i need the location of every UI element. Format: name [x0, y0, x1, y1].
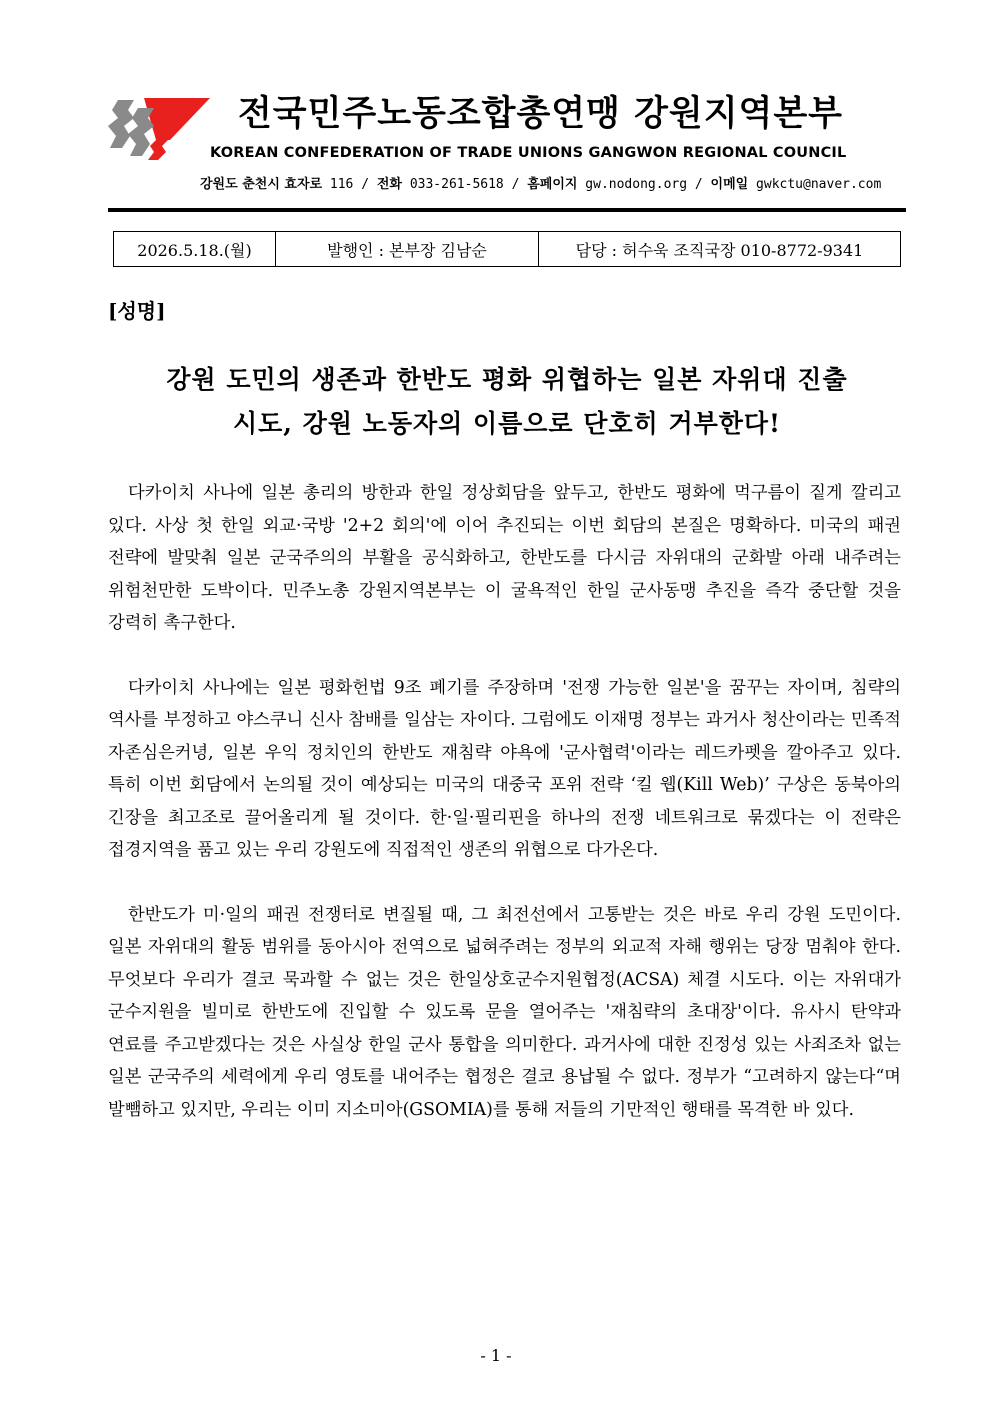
org-contact-line: 강원도 춘천시 효자로 116 / 전화 033-261-5618 / 홈페이지 gw.nodong.org / 이메일 gwkctu@naver.com [200, 177, 882, 192]
org-name-english: KOREAN CONFEDERATION OF TRADE UNIONS GANGWON REGIONAL COUNCIL [210, 145, 847, 161]
address-label: 강원도 춘천시 효자로 [200, 177, 323, 192]
email-label: 이메일 [710, 177, 749, 192]
issue-info-table [113, 231, 901, 267]
body-paragraph-3: 한반도가 미·일의 패권 전쟁터로 변질될 때, 그 최전선에서 고통받는 것은 바로 우리 강원 도민이다. 일본 자위대의 활동 범위를 동아시아 전역으로 넓혀주려는 정부의 외교적 자해 행위는 당장 멈춰야 한다. 무엇보다 우리가 결코 묵과할 수 없는 것은 한일상호군수지원협정(ACSA) 체결 시도다. 이는 자위대가 군수지원을 빌미로 한반도에 진입할 수 있도록 문을 열어주는 '재침략의 초대장'이다. 유사시 탄약과 연료를 주고받겠다는 것은 사실상 한일 군사 통합을 의미한다. 과거사에 대한 진정성 있는 사죄조차 없는 일본 군국주의 세력에게 우리 영토를 내어주는 협정은 결코 용납될 수 없다. 정부가 “고려하지 않는다“며 발뺌하고 있지만, 우리는 이미 지소미아(GSOMIA)를 통해 저들의 기만적인 행태를 목격한 바 있다. [108, 904, 901, 1120]
header-divider [108, 208, 906, 212]
statement-headline [108, 358, 906, 446]
org-name: 전국민주노동조합총연맹 강원지역본부 [238, 94, 843, 134]
headline-line-1: 강원 도민의 생존과 한반도 평화 위협하는 일본 자위대 진출 [166, 365, 848, 394]
logo-red-ribbon [144, 98, 210, 140]
homepage-label: 홈페이지 [527, 177, 578, 192]
body-paragraph-2: 다카이치 사나에는 일본 평화헌법 9조 폐기를 주장하며 '전쟁 가능한 일본'을 꿈꾸는 자이며, 침략의 역사를 부정하고 야스쿠니 신사 참배를 일삼는 자이다. 그럼에도 이재명 정부는 과거사 청산이라는 민족적 자존심은커녕, 일본 우익 정치인의 한반도 재침략 야욕에 '군사협력'이라는 레드카펫을 깔아주고 있다. 특히 이번 회담에서 논의될 것이 예상되는 미국의 대중국 포위 전략 ‘킬 웹(Kill Web)’ 구상은 동북아의 긴장을 최고조로 끌어올리게 될 것이다. 한·일·필리핀을 하나의 전쟁 네트워크로 묶겠다는 이 전략은 접경지역을 품고 있는 우리 강원도에 직접적인 생존의 위협으로 다가온다. [108, 677, 901, 860]
homepage-link[interactable]: gw.nodong.org [585, 177, 688, 192]
headline-line-2: 시도, 강원 노동자의 이름으로 단호히 거부한다! [232, 409, 782, 438]
phone-value: 033-261-5618 [409, 177, 504, 192]
page-number: - 1 - [480, 1346, 512, 1365]
email-link[interactable]: gwkctu@naver.com [756, 177, 882, 192]
body-paragraph-1: 다카이치 사나에 일본 총리의 방한과 한일 정상회담을 앞두고, 한반도 평화에 먹구름이 짙게 깔리고 있다. 사상 첫 한일 외교·국방 '2+2 회의'에 이어 추진되는 이번 회담의 본질은 명확하다. 미국의 패권 전략에 발맞춰 일본 군국주의의 부활을 공식화하고, 한반도를 다시금 자위대의 군화발 아래 내주려는 위험천만한 도박이다. 민주노총 강원지역본부는 이 굴욕적인 한일 군사동맹 추진을 즉각 중단할 것을 강력히 촉구한다. [108, 483, 901, 633]
kctu-logo [104, 96, 212, 162]
statement-body [108, 477, 901, 1158]
document-type-label: [성명] [108, 299, 166, 323]
issue-publisher: 발행인 : 본부장 김남순 [276, 232, 539, 267]
logo-gray-figure-1 [108, 100, 134, 148]
address-value: 116 [329, 177, 354, 192]
issue-date: 2026.5.18.(월) [114, 232, 276, 267]
issue-contact: 담당 : 허수욱 조직국장 010-8772-9341 [539, 232, 901, 267]
phone-label: 전화 [376, 177, 402, 192]
